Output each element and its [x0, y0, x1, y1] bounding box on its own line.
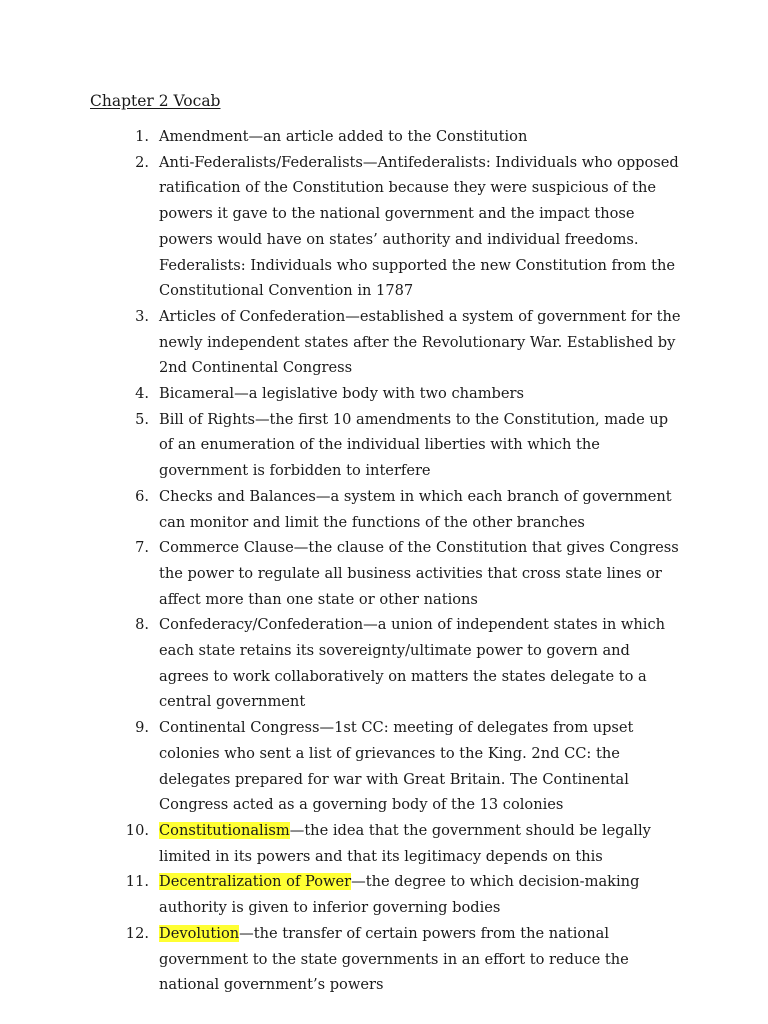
list-item	[0, 407, 768, 484]
list-item	[0, 818, 768, 869]
list-item	[0, 715, 768, 818]
list-item	[0, 150, 768, 304]
term-definition: —a legislative body with two chambers	[234, 385, 525, 403]
list-item	[0, 124, 768, 150]
item-number: 5.	[135, 410, 149, 428]
highlighted-term: Decentralization of Power	[159, 873, 352, 891]
item-number: 4.	[135, 385, 149, 403]
list-item	[0, 304, 768, 381]
term-definition: —1st CC: meeting of delegates from upset colonies who sent a list of grievances to the King. 2nd CC: the delegates prepared for war with Great Britain. The Continental Congress acted as a governing body of the 13 colonies	[159, 719, 634, 814]
vocab-term: Continental Congress	[159, 719, 320, 737]
document-title: Chapter 2 Vocab	[90, 92, 221, 110]
highlighted-term: Devolution	[159, 924, 240, 942]
vocab-term: Anti-Federalists/Federalists	[159, 153, 363, 171]
vocab-term: Confederacy/Confederation	[159, 616, 364, 634]
item-number: 12.	[125, 924, 149, 942]
list-item	[0, 921, 768, 998]
list-item	[0, 612, 768, 715]
term-definition: —the transfer of certain powers from the national government to the state governments in an effort to reduce the national government’s powers	[159, 924, 629, 994]
term-definition: —the first 10 amendments to the Constitution, made up of an enumeration of the individual liberties with which the government is forbidden to interfere	[159, 410, 669, 480]
term-definition: —Antifederalists: Individuals who opposed ratification of the Constitution because they were suspicious of the powers it gave to the national government and the impact those powers would have on states’ authority and individual freedoms. Federalists: Individuals who supported the new Constitution from the Constitutional Convention in 1787	[159, 153, 679, 300]
vocab-term: Bicameral	[159, 385, 235, 403]
item-number: 3.	[135, 307, 149, 325]
vocab-term: Checks and Balances	[159, 487, 316, 505]
item-number: 11.	[125, 873, 149, 891]
vocab-term: Articles of Confederation	[159, 307, 346, 325]
term-definition: —the degree to which decision-making authority is given to inferior governing bodies	[159, 873, 640, 917]
term-definition: —a system in which each branch of government can monitor and limit the functions of the other branches	[159, 487, 672, 531]
item-number: 10.	[125, 821, 149, 839]
list-item	[0, 381, 768, 407]
list-item	[0, 535, 768, 612]
term-definition: —the idea that the government should be legally limited in its powers and that its legitimacy depends on this	[159, 821, 651, 865]
item-number: 2.	[135, 153, 149, 171]
vocab-list	[0, 124, 768, 998]
vocab-term: Amendment	[159, 128, 249, 145]
item-number: 6.	[135, 487, 149, 505]
highlighted-term: Constitutionalism	[159, 821, 290, 839]
item-number: 7.	[135, 539, 149, 557]
item-number: 1.	[135, 128, 149, 145]
item-number: 8.	[135, 616, 149, 634]
list-item	[0, 869, 768, 920]
term-definition: —established a system of government for the newly independent states after the Revolutionary War. Established by 2nd Continental Congress	[159, 307, 681, 377]
term-definition: —a union of independent states in which each state retains its sovereignty/ultimate power to govern and agrees to work collaboratively on matters the states delegate to a central government	[159, 616, 666, 711]
item-number: 9.	[135, 719, 149, 737]
term-definition: —the clause of the Constitution that gives Congress the power to regulate all business activities that cross state lines or affect more than one state or other nations	[159, 539, 679, 608]
term-definition: —an article added to the Constitution	[248, 128, 528, 145]
vocab-term: Commerce Clause	[159, 539, 294, 557]
list-item	[0, 484, 768, 535]
vocab-term: Bill of Rights	[159, 410, 255, 428]
